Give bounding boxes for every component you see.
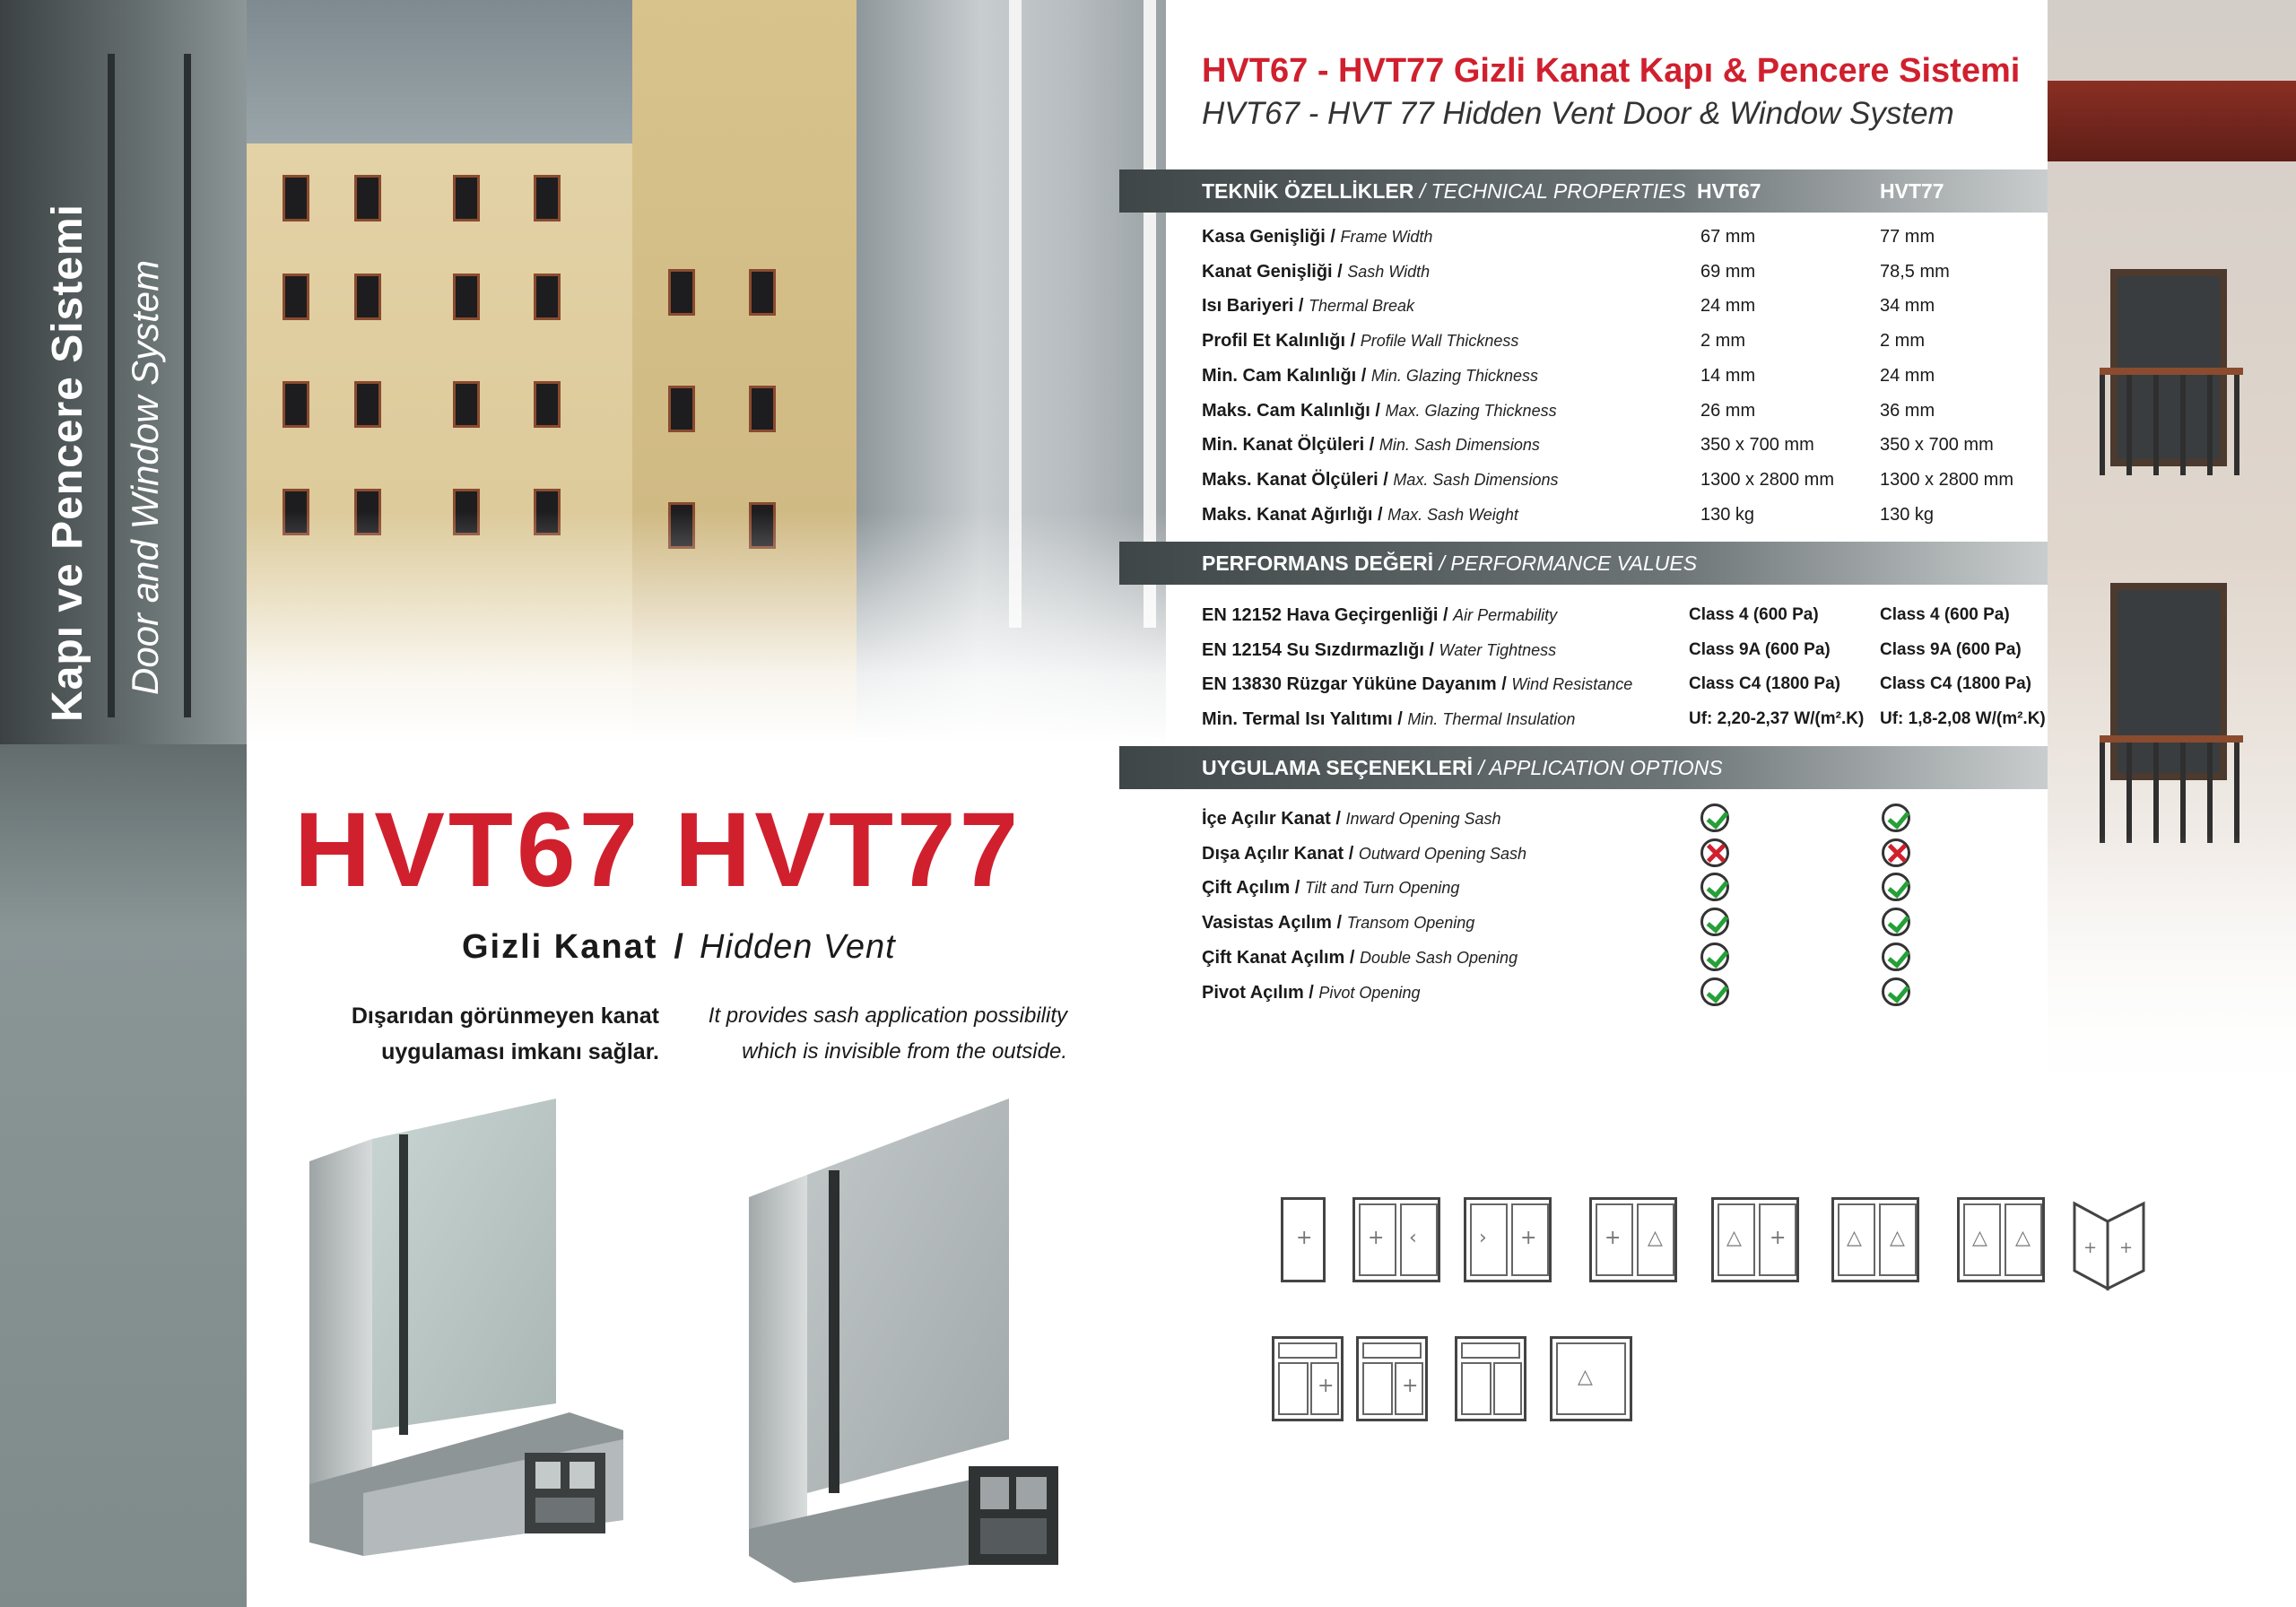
technical-row [1202, 291, 2054, 323]
hvt67-value: 2 mm [1700, 331, 1745, 352]
row-label-tr: Kasa Genişliği / [1202, 227, 1335, 247]
row-label [1202, 296, 1414, 317]
description-turkish [269, 998, 659, 1070]
check-circle-icon [1882, 873, 1910, 901]
row-label [1202, 605, 1557, 626]
section-label-en: / APPLICATION OPTIONS [1478, 756, 1723, 779]
heading-turkish: HVT67 - HVT77 Gizli Kanat Kapı & Pencere Sistemi [1202, 52, 2021, 90]
row-label-tr: İçe Açılır Kanat / [1202, 809, 1341, 829]
hvt77-value: Class C4 (1800 Pa) [1880, 674, 2031, 694]
row-label [1202, 401, 1557, 421]
photo-window [749, 386, 776, 432]
svg-text:+: + [2083, 1238, 2098, 1257]
application-row [1202, 908, 2054, 940]
technical-row [1202, 395, 2054, 428]
hvt67-value: Class 9A (600 Pa) [1689, 639, 1831, 659]
side-band [0, 0, 247, 1607]
hvt67-cell [1700, 838, 1729, 873]
hvt67-cell [1700, 804, 1729, 838]
performance-row [1202, 669, 2054, 701]
opening-types-diagrams [1256, 1184, 2152, 1453]
section-label [1202, 756, 1723, 780]
check-circle-icon [1700, 942, 1729, 971]
photo-roof [247, 0, 632, 143]
check-circle-icon [1882, 977, 1910, 1006]
heading-english: HVT67 - HVT 77 Hidden Vent Door & Window System [1202, 96, 1954, 131]
photo-window [668, 386, 695, 432]
photo-window [453, 381, 480, 428]
row-label [1202, 505, 1518, 526]
hvt77-profile-image [740, 1099, 1081, 1583]
photo-cornice [2048, 81, 2296, 161]
description-english [700, 998, 1067, 1070]
row-label-tr: EN 12152 Hava Geçirgenliği / [1202, 605, 1448, 625]
row-label-tr: Dışa Açılır Kanat / [1202, 843, 1354, 864]
check-circle-icon [1882, 908, 1910, 936]
technical-row [1202, 326, 2054, 358]
check-circle-icon [1882, 942, 1910, 971]
transom-and-tilt-window-icon: + [1356, 1336, 1428, 1421]
check-circle-icon [1700, 873, 1729, 901]
row-label-tr: EN 13830 Rüzgar Yüküne Dayanım / [1202, 674, 1507, 695]
hvt67-value: 67 mm [1700, 227, 1756, 247]
row-label-en: Pivot Opening [1318, 983, 1421, 1002]
check-circle-icon [1700, 804, 1729, 832]
row-label [1202, 227, 1432, 248]
description-line: which is invisible from the outside. [742, 1039, 1067, 1064]
hvt67-value: Uf: 2,20-2,37 W/(m².K) [1689, 709, 1865, 729]
hvt77-value: 77 mm [1880, 227, 1935, 247]
row-label-en: Min. Glazing Thickness [1370, 366, 1538, 385]
hvt77-cell [1882, 942, 1910, 977]
door-frame-line [184, 54, 191, 717]
cross-circle-icon [1882, 838, 1910, 867]
column-header-hvt77: HVT77 [1880, 179, 1944, 203]
column-header-hvt67: HVT67 [1697, 179, 1761, 203]
fixed-and-tilt-turn-window-icon: + △ [1589, 1197, 1677, 1282]
section-label-tr: PERFORMANS DEĞERİ [1202, 552, 1434, 575]
hvt67-value: 350 x 700 mm [1700, 435, 1814, 456]
technical-row [1202, 222, 2054, 254]
photo-window [354, 381, 381, 428]
corner-window-icon [2072, 1194, 2147, 1293]
vent-title-tr: Gizli Kanat [462, 928, 658, 966]
photo-window [534, 381, 561, 428]
section-label [1202, 552, 1697, 576]
hvt67-value: 24 mm [1700, 296, 1756, 317]
hvt77-value: 78,5 mm [1880, 261, 1950, 282]
hvt77-value: Uf: 1,8-2,08 W/(m².K) [1880, 709, 2046, 729]
row-label [1202, 913, 1474, 934]
technical-row [1202, 465, 2054, 497]
photo-window [453, 175, 480, 222]
photo-window [283, 274, 309, 320]
row-label-tr: Vasistas Açılım / [1202, 913, 1343, 934]
hvt67-value: Class 4 (600 Pa) [1689, 605, 1819, 624]
row-label-en: Frame Width [1340, 228, 1433, 246]
row-label-tr: Maks. Cam Kalınlığı / [1202, 400, 1380, 421]
row-label [1202, 809, 1501, 830]
photo-balcony-rail [2100, 368, 2243, 475]
check-circle-icon [1700, 977, 1729, 1006]
hvt77-value: 350 x 700 mm [1880, 435, 1994, 456]
page-heading [1202, 52, 2045, 132]
application-row [1202, 873, 2054, 905]
hvt77-value: 34 mm [1880, 296, 1935, 317]
photo-window [354, 274, 381, 320]
vent-separator: / [674, 928, 683, 966]
hvt67-cell [1700, 977, 1729, 1012]
row-label [1202, 844, 1526, 864]
photo-window [354, 175, 381, 222]
row-label-tr: Min. Kanat Ölçüleri / [1202, 435, 1375, 456]
vent-title-en: Hidden Vent [699, 928, 896, 966]
row-label-en: Min. Thermal Insulation [1407, 710, 1576, 729]
hvt77-cell [1882, 977, 1910, 1012]
photo-window [453, 274, 480, 320]
transom-opening-window-icon: △ [1550, 1336, 1632, 1421]
row-label-tr: Min. Cam Kalınlığı / [1202, 365, 1367, 386]
tilt-turn-and-fixed-window-icon: △ + [1711, 1197, 1799, 1282]
row-label-en: Wind Resistance [1511, 675, 1633, 694]
double-sash-window-icon: △ △ [1831, 1197, 1919, 1282]
application-row [1202, 942, 2054, 975]
row-label [1202, 435, 1540, 456]
hvt67-cell [1700, 873, 1729, 907]
sash-and-fixed-window-icon: › + [1464, 1197, 1552, 1282]
section-label-en: / TECHNICAL PROPERTIES [1419, 179, 1686, 203]
hvt67-value: 26 mm [1700, 400, 1756, 421]
photo-fade [247, 511, 1166, 744]
hvt77-value: 130 kg [1880, 504, 1935, 525]
row-label-en: Inward Opening Sash [1345, 810, 1501, 828]
row-label-en: Max. Sash Dimensions [1393, 470, 1559, 489]
description-line: Dışarıdan görünmeyen kanat [351, 1003, 659, 1029]
hvt67-value: Class C4 (1800 Pa) [1689, 674, 1840, 694]
row-label-en: Sash Width [1347, 262, 1431, 281]
transom-and-double-sash-window-icon [1455, 1336, 1526, 1421]
vent-line [462, 928, 896, 967]
row-label-en: Thermal Break [1308, 297, 1415, 316]
fixed-window-icon: + [1281, 1197, 1326, 1282]
row-label-tr: EN 12154 Su Sızdırmazlığı / [1202, 639, 1434, 660]
photo-window [283, 381, 309, 428]
building-photo [247, 0, 1166, 744]
section-label-en: / PERFORMANCE VALUES [1439, 552, 1698, 575]
product-title: HVT67 HVT77 [294, 791, 1022, 909]
application-section-bar [1119, 746, 2048, 789]
photo-balcony-rail [2100, 735, 2243, 843]
row-label [1202, 640, 1556, 661]
cross-circle-icon [1700, 838, 1729, 867]
application-row [1202, 838, 2054, 871]
row-label-en: Water Tightness [1439, 640, 1557, 659]
row-label-en: Max. Glazing Thickness [1385, 401, 1557, 420]
row-label [1202, 366, 1538, 387]
row-label-tr: Min. Termal Isı Yalıtımı / [1202, 709, 1403, 730]
row-label-en: Double Sash Opening [1359, 948, 1518, 967]
photo-window [749, 269, 776, 316]
row-label [1202, 709, 1575, 730]
hvt77-cell [1882, 838, 1910, 873]
row-label-en: Max. Sash Weight [1387, 505, 1518, 524]
hvt67-value: 14 mm [1700, 365, 1756, 386]
performance-row [1202, 600, 2054, 632]
technical-row [1202, 360, 2054, 393]
technical-section-bar [1119, 169, 2048, 213]
hvt77-cell [1882, 908, 1910, 942]
row-label-tr: Çift Açılım / [1202, 878, 1300, 899]
row-label-tr: Isı Bariyeri / [1202, 296, 1304, 317]
hvt67-cell [1700, 942, 1729, 977]
section-label-tr: TEKNİK ÖZELLİKLER [1202, 179, 1414, 203]
double-tilt-turn-window-icon: △ △ [1957, 1197, 2045, 1282]
row-label-tr: Maks. Kanat Ölçüleri / [1202, 469, 1388, 490]
transom-and-fixed-window-icon: + [1272, 1336, 1344, 1421]
check-circle-icon [1882, 804, 1910, 832]
row-label [1202, 331, 1518, 352]
hvt77-value: 1300 x 2800 mm [1880, 469, 2013, 490]
performance-row [1202, 635, 2054, 667]
row-label-tr: Profil Et Kalınlığı / [1202, 331, 1356, 352]
row-label-tr: Pivot Açılım / [1202, 982, 1314, 1003]
section-label-tr: UYGULAMA SEÇENEKLERİ [1202, 756, 1473, 779]
hvt67-value: 69 mm [1700, 261, 1756, 282]
hvt77-value: 2 mm [1880, 331, 1925, 352]
hvt67-cell [1700, 908, 1729, 942]
row-label-tr: Maks. Kanat Ağırlığı / [1202, 504, 1383, 525]
side-subtitle: Door and Window System [124, 259, 166, 695]
fixed-and-sash-window-icon: + ‹ [1352, 1197, 1440, 1282]
row-label [1202, 470, 1559, 491]
technical-row [1202, 499, 2054, 532]
technical-row [1202, 430, 2054, 462]
row-label-tr: Çift Kanat Açılım / [1202, 947, 1355, 968]
hvt77-value: Class 4 (600 Pa) [1880, 605, 2010, 624]
description-line: It provides sash application possibility [708, 1003, 1067, 1028]
photo-window [283, 175, 309, 222]
performance-section-bar [1119, 542, 2048, 585]
svg-text:+: + [2119, 1238, 2134, 1257]
hvt77-cell [1882, 804, 1910, 838]
row-label-en: Transom Opening [1346, 914, 1475, 933]
section-label [1202, 179, 1686, 204]
hvt67-profile-image [300, 1099, 659, 1565]
photo-fade [2048, 834, 2296, 1103]
photo-window [534, 175, 561, 222]
row-label [1202, 948, 1518, 969]
hvt67-value: 130 kg [1700, 504, 1755, 525]
performance-row [1202, 704, 2054, 736]
side-title: Kapı ve Pencere Sistemi [44, 204, 91, 722]
hvt77-value: 24 mm [1880, 365, 1935, 386]
hvt77-cell [1882, 873, 1910, 907]
photo-window [534, 274, 561, 320]
row-label-en: Tilt and Turn Opening [1304, 879, 1460, 898]
check-circle-icon [1700, 908, 1729, 936]
application-row [1202, 804, 2054, 836]
application-row [1202, 977, 2054, 1010]
hvt77-value: 36 mm [1880, 400, 1935, 421]
hvt77-value: Class 9A (600 Pa) [1880, 639, 2022, 659]
row-label-en: Profile Wall Thickness [1360, 332, 1519, 351]
row-label-en: Min. Sash Dimensions [1378, 436, 1540, 455]
row-label [1202, 878, 1459, 899]
hvt67-value: 1300 x 2800 mm [1700, 469, 1834, 490]
row-label-en: Air Permability [1453, 606, 1558, 624]
row-label-en: Outward Opening Sash [1358, 844, 1527, 863]
door-frame-line [108, 54, 115, 717]
row-label [1202, 983, 1420, 1003]
row-label-tr: Kanat Genişliği / [1202, 261, 1343, 282]
photo-window [668, 269, 695, 316]
row-label [1202, 262, 1430, 282]
row-label [1202, 674, 1632, 695]
facade-photo [2048, 0, 2296, 1103]
technical-row [1202, 256, 2054, 289]
description-line: uygulaması imkanı sağlar. [381, 1039, 659, 1064]
